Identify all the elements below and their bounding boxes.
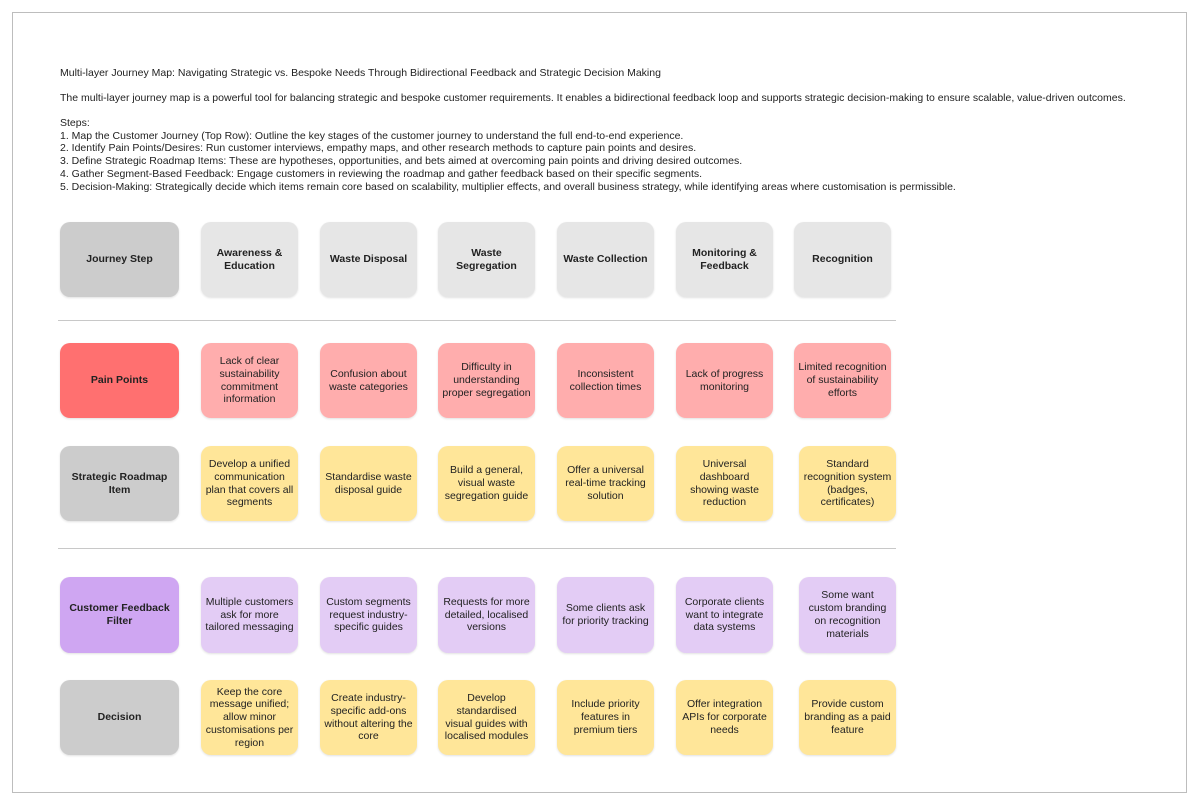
roadmap-item-card[interactable]: Build a general, visual waste segregation guide (438, 446, 535, 521)
feedback-card[interactable]: Multiple customers ask for more tailored messaging (201, 577, 298, 653)
row-header-strategic-roadmap[interactable]: Strategic Roadmap Item (60, 446, 179, 521)
feedback-card[interactable]: Some want custom branding on recognition materials (799, 577, 896, 653)
roadmap-item-card[interactable]: Offer a universal real-time tracking solution (557, 446, 654, 521)
row-divider (58, 548, 896, 549)
journey-step-card[interactable]: Waste Segregation (438, 222, 535, 297)
pain-point-card[interactable]: Confusion about waste categories (320, 343, 417, 418)
step-item: 4. Gather Segment-Based Feedback: Engage customers in reviewing the roadmap and gather feedback based on their specific segments. (60, 167, 703, 180)
decision-card[interactable]: Provide custom branding as a paid feature (799, 680, 896, 755)
feedback-card[interactable]: Some clients ask for priority tracking (557, 577, 654, 653)
pain-point-card[interactable]: Inconsistent collection times (557, 343, 654, 418)
row-header-journey-step[interactable]: Journey Step (60, 222, 179, 297)
journey-step-card[interactable]: Awareness & Education (201, 222, 298, 297)
journey-step-card[interactable]: Recognition (794, 222, 891, 297)
decision-card[interactable]: Offer integration APIs for corporate needs (676, 680, 773, 755)
pain-point-card[interactable]: Lack of clear sustainability commitment information (201, 343, 298, 418)
feedback-card[interactable]: Corporate clients want to integrate data systems (676, 577, 773, 653)
feedback-card[interactable]: Custom segments request industry-specific guides (320, 577, 417, 653)
row-header-pain-points[interactable]: Pain Points (60, 343, 179, 418)
roadmap-item-card[interactable]: Standard recognition system (badges, certificates) (799, 446, 896, 521)
decision-card[interactable]: Create industry-specific add-ons without altering the core (320, 680, 417, 755)
journey-step-card[interactable]: Monitoring & Feedback (676, 222, 773, 297)
step-item: 1. Map the Customer Journey (Top Row): Outline the key stages of the customer journey to understand the full end-to-end experience. (60, 129, 684, 142)
steps-list (60, 117, 956, 193)
step-item: 5. Decision-Making: Strategically decide which items remain core based on scalability, multiplier effects, and overall business strategy, while identifying areas where customisation is permissible. (60, 180, 956, 193)
journey-step-card[interactable]: Waste Collection (557, 222, 654, 297)
row-header-customer-feedback[interactable]: Customer Feedback Filter (60, 577, 179, 653)
roadmap-item-card[interactable]: Universal dashboard showing waste reduction (676, 446, 773, 521)
roadmap-item-card[interactable]: Develop a unified communication plan that covers all segments (201, 446, 298, 521)
row-divider (58, 320, 896, 321)
page-title: Multi-layer Journey Map: Navigating Strategic vs. Bespoke Needs Through Bidirectional Feedback and Strategic Decision Making (60, 67, 661, 79)
row-header-decision[interactable]: Decision (60, 680, 179, 755)
pain-point-card[interactable]: Difficulty in understanding proper segregation (438, 343, 535, 418)
decision-card[interactable]: Develop standardised visual guides with localised modules (438, 680, 535, 755)
feedback-card[interactable]: Requests for more detailed, localised versions (438, 577, 535, 653)
intro-paragraph: The multi-layer journey map is a powerful tool for balancing strategic and bespoke customer requirements. It enables a bidirectional feedback loop and supports strategic decision-making to ensure scalable, value-driven outcomes. (60, 92, 1126, 104)
step-item: 2. Identify Pain Points/Desires: Run customer interviews, empathy maps, and other research methods to capture pain points and desires. (60, 142, 697, 155)
decision-card[interactable]: Include priority features in premium tiers (557, 680, 654, 755)
pain-point-card[interactable]: Limited recognition of sustainability efforts (794, 343, 891, 418)
journey-step-card[interactable]: Waste Disposal (320, 222, 417, 297)
steps-heading: Steps: (60, 117, 90, 129)
step-item: 3. Define Strategic Roadmap Items: These are hypotheses, opportunities, and bets aimed at overcoming pain points and driving desired outcomes. (60, 155, 743, 168)
roadmap-item-card[interactable]: Standardise waste disposal guide (320, 446, 417, 521)
pain-point-card[interactable]: Lack of progress monitoring (676, 343, 773, 418)
decision-card[interactable]: Keep the core message unified; allow minor customisations per region (201, 680, 298, 755)
